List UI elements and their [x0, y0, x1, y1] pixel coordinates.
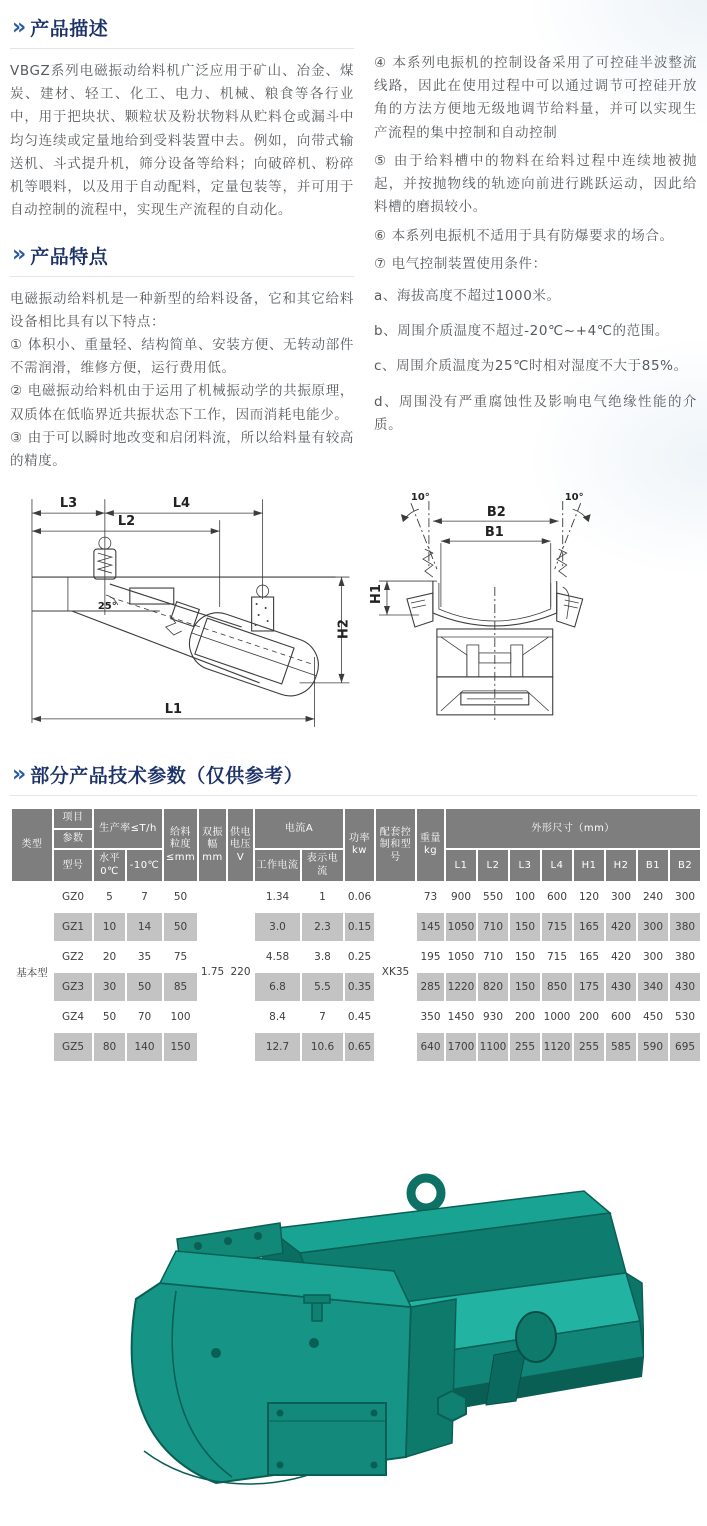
spec-cell: 585	[606, 1033, 636, 1061]
double-chevron-icon: »	[12, 761, 24, 787]
spec-cell: 300	[638, 943, 668, 971]
spec-cell: 590	[638, 1033, 668, 1061]
dim-label-angle-25: 25°	[97, 601, 117, 613]
intro-left-column	[10, 8, 354, 473]
spec-row-GZ4	[12, 1003, 700, 1031]
spec-cell: 1050	[446, 943, 476, 971]
section-header-description	[10, 8, 354, 49]
spec-cell: 3.0	[255, 913, 300, 941]
spec-cell: 1.34	[255, 883, 300, 911]
spec-cell: 550	[478, 883, 508, 911]
spec-cell: 120	[574, 883, 604, 911]
amplitude-value-cell: 1.75	[199, 883, 226, 1061]
spec-cell: 1050	[446, 913, 476, 941]
product-photo	[64, 1151, 644, 1519]
spec-cell: 200	[510, 1003, 540, 1031]
model-cell: GZ2	[54, 943, 92, 971]
spec-cell: 710	[478, 913, 508, 941]
th-dim-h1: H1	[574, 850, 604, 881]
description-title: 产品描述	[30, 18, 109, 40]
spec-cell: 75	[164, 943, 197, 971]
th-dim-l4: L4	[542, 850, 572, 881]
dim-label-b2: B2	[487, 505, 507, 521]
spec-cell: 900	[446, 883, 476, 911]
spec-cell: 50	[164, 913, 197, 941]
spec-cell: 85	[164, 973, 197, 1001]
th-model: 型号	[54, 850, 92, 881]
spec-cell: 35	[127, 943, 162, 971]
spec-cell: 70	[127, 1003, 162, 1031]
spec-cell: 715	[542, 913, 572, 941]
dim-label-l3: L3	[59, 496, 78, 512]
th-amplitude: 双振幅mm	[199, 809, 226, 881]
spec-cell: 1000	[542, 1003, 572, 1031]
th-item: 项目	[54, 809, 92, 828]
spec-cell: 140	[127, 1033, 162, 1061]
spec-row-GZ5	[12, 1033, 700, 1061]
spec-cell: 420	[606, 943, 636, 971]
description-body: VBGZ系列电磁振动给料机广泛应用于矿山、冶金、煤炭、建材、轻工、化工、电力、机械、粮食等各行业中，用于把块状、颗粒状及粉状物料从贮料仓或漏斗中均匀连续或定量地给到受料装置中去。例如，向带式输送机、斗式提升机，筛分设备等给料；向破碎机、粉碎机等喂料，以及用于自动配料，定量包装等，并可用于自动控制的流程中，实现生产流程的自动化。	[10, 63, 354, 219]
th-dimensions: 外形尺寸（mm）	[446, 809, 700, 848]
double-chevron-icon: »	[12, 14, 24, 40]
features-title: 产品特点	[30, 245, 109, 268]
spec-cell: 1700	[446, 1033, 476, 1061]
spec-cell: 0.45	[345, 1003, 374, 1031]
features-intro: 电磁振动给料机是一种新型的给料设备，它和其它给料设备相比具有以下特点：	[10, 290, 354, 330]
dimension-drawings	[10, 487, 697, 745]
spec-cell: 850	[542, 973, 572, 1001]
spec-cell: 420	[606, 913, 636, 941]
th-power: 功率kw	[345, 809, 374, 881]
spec-cell: 430	[606, 973, 636, 1001]
spec-cell: 150	[510, 973, 540, 1001]
spec-cell: 200	[574, 1003, 604, 1031]
th-productivity: 生产率≤T/h	[94, 809, 162, 848]
spec-cell: 0.06	[345, 883, 374, 911]
feature-item-2: ② 电磁振动给料机由于运用了机械振动学的共振原理，双质体在低临界近共振状态下工作，因而消耗电能少。	[10, 383, 354, 423]
spec-cell: 5.5	[302, 973, 343, 1001]
spec-cell: 255	[574, 1033, 604, 1061]
spec-cell: 50	[127, 973, 162, 1001]
th-working-current: 工作电流	[255, 850, 300, 881]
spec-table	[10, 807, 702, 1063]
spec-cell: 430	[670, 973, 700, 1001]
spec-cell: 600	[606, 1003, 636, 1031]
section-header-features	[10, 236, 354, 277]
spec-cell: 640	[417, 1033, 444, 1061]
feature-item-3: ③ 由于可以瞬时地改变和启闭料流，所以给料量有较高的精度。	[10, 429, 354, 470]
spec-cell: 100	[510, 883, 540, 911]
spec-cell: 165	[574, 943, 604, 971]
spec-cell: 100	[164, 1003, 197, 1031]
spec-row-GZ0	[12, 883, 700, 911]
th-dim-b2: B2	[670, 850, 700, 881]
spec-row-GZ3	[12, 973, 700, 1001]
spec-cell: 530	[670, 1003, 700, 1031]
lifting-ring	[411, 1178, 441, 1208]
model-cell: GZ3	[54, 973, 92, 1001]
dim-label-l2: L2	[117, 514, 136, 530]
condition-c: c、周围介质温度为25℃时相对湿度不大于85%。	[374, 358, 688, 375]
spec-cell: 255	[510, 1033, 540, 1061]
spec-cell: 3.8	[302, 943, 343, 971]
spec-cell: 0.15	[345, 913, 374, 941]
product-photo-area	[10, 1151, 697, 1519]
spec-cell: 7	[127, 883, 162, 911]
spec-cell: 165	[574, 913, 604, 941]
spec-cell: 350	[417, 1003, 444, 1031]
th-param: 参数	[54, 830, 92, 849]
spec-cell: 1100	[478, 1033, 508, 1061]
dim-label-l1: L1	[164, 702, 183, 718]
feature-item-4: ④ 本系列电振机的控制设备采用了可控硅半波整流线路，因此在使用过程中可以通过调节可控硅开放角的方法方便地无级地调节给料量，并可以实现生产流程的集中控制和自动控制	[374, 55, 697, 141]
feature-item-5: ⑤ 由于给料槽中的物料在给料过程中连续地被抛起，并按抛物线的轨迹向前进行跳跃运动，因此给料槽的磨损较小。	[374, 152, 697, 216]
model-cell: GZ1	[54, 913, 92, 941]
spec-cell: 6.8	[255, 973, 300, 1001]
spec-cell: 450	[638, 1003, 668, 1031]
th-incline: -10℃	[127, 850, 162, 881]
feature-item-6: ⑥ 本系列电振机不适用于具有防爆要求的场合。	[374, 227, 674, 244]
dimension-drawing-front-view	[367, 487, 697, 745]
spec-cell: 340	[638, 973, 668, 1001]
spec-section	[10, 755, 697, 1063]
th-indicated-current: 表示电流	[302, 850, 343, 881]
spec-cell: 1	[302, 883, 343, 911]
th-dim-l2: L2	[478, 850, 508, 881]
type-value-cell: 基本型	[12, 883, 52, 1061]
spec-cell: 50	[164, 883, 197, 911]
specs-title: 部分产品技术参数（仅供参考）	[30, 765, 304, 788]
dim-label-angle-left: 10°	[411, 492, 431, 504]
spec-cell: 2.3	[302, 913, 343, 941]
condition-a: a、海拔高度不超过1000米。	[374, 287, 561, 304]
spec-cell: 5	[94, 883, 125, 911]
spec-cell: 14	[127, 913, 162, 941]
th-dim-h2: H2	[606, 850, 636, 881]
spec-cell: 195	[417, 943, 444, 971]
spec-cell: 80	[94, 1033, 125, 1061]
spec-cell: 715	[542, 943, 572, 971]
spec-cell: 300	[638, 913, 668, 941]
spec-cell: 240	[638, 883, 668, 911]
spec-cell: 30	[94, 973, 125, 1001]
spec-cell: 1450	[446, 1003, 476, 1031]
spec-cell: 73	[417, 883, 444, 911]
spec-cell: 20	[94, 943, 125, 971]
spec-cell: 0.65	[345, 1033, 374, 1061]
th-grain-size: 给料粒度≤mm	[164, 809, 197, 881]
spec-cell: 695	[670, 1033, 700, 1061]
th-dim-l3: L3	[510, 850, 540, 881]
spec-cell: 175	[574, 973, 604, 1001]
feature-item-7: ⑦ 电气控制装置使用条件：	[374, 255, 547, 272]
spec-cell: 10	[94, 913, 125, 941]
double-chevron-icon: »	[12, 242, 24, 268]
spec-cell: 1120	[542, 1033, 572, 1061]
th-horizontal: 水平0℃	[94, 850, 125, 881]
spec-cell: 380	[670, 913, 700, 941]
control-value-cell: XK35	[376, 883, 415, 1061]
spec-row-GZ1	[12, 913, 700, 941]
spec-cell: 0.35	[345, 973, 374, 1001]
spec-cell: 285	[417, 973, 444, 1001]
spec-cell: 8.4	[255, 1003, 300, 1031]
intro-right-column	[374, 8, 697, 473]
section-header-specs	[10, 755, 697, 796]
dim-label-h2: H2	[336, 619, 352, 640]
th-dim-b1: B1	[638, 850, 668, 881]
spec-cell: 0.25	[345, 943, 374, 971]
spec-cell: 150	[510, 913, 540, 941]
model-cell: GZ5	[54, 1033, 92, 1061]
dimension-drawing-side-view	[10, 487, 361, 745]
spec-cell: 150	[510, 943, 540, 971]
spec-cell: 4.58	[255, 943, 300, 971]
th-weight: 重量kg	[417, 809, 444, 881]
intro-columns	[10, 8, 697, 473]
spec-cell: 7	[302, 1003, 343, 1031]
condition-b: b、周围介质温度不超过-20℃~+4℃的范围。	[374, 323, 669, 340]
condition-d: d、周围没有严重腐蚀性及影响电气绝缘性能的介质。	[374, 393, 697, 433]
spec-cell: 930	[478, 1003, 508, 1031]
dim-label-b1: B1	[485, 525, 505, 541]
th-dim-l1: L1	[446, 850, 476, 881]
th-voltage: 供电电压V	[228, 809, 253, 881]
spec-cell: 12.7	[255, 1033, 300, 1061]
spec-cell: 150	[164, 1033, 197, 1061]
voltage-value-cell: 220	[228, 883, 253, 1061]
spec-cell: 145	[417, 913, 444, 941]
dim-label-angle-right: 10°	[565, 492, 585, 504]
spec-cell: 710	[478, 943, 508, 971]
spec-cell: 300	[606, 883, 636, 911]
th-current: 电流A	[255, 809, 343, 848]
spec-cell: 1220	[446, 973, 476, 1001]
spec-row-GZ2	[12, 943, 700, 971]
spec-cell: 50	[94, 1003, 125, 1031]
model-cell: GZ4	[54, 1003, 92, 1031]
spec-table-body	[12, 883, 700, 1061]
feature-item-1: ① 体积小、重量轻、结构简单、安装方便、无转动部件不需润滑，维修方便，运行费用低。	[10, 336, 354, 377]
spec-cell: 600	[542, 883, 572, 911]
spec-cell: 10.6	[302, 1033, 343, 1061]
th-control-model: 配套控制和型号	[376, 809, 415, 881]
spec-cell: 380	[670, 943, 700, 971]
th-type: 类型	[12, 809, 52, 881]
spec-cell: 300	[670, 883, 700, 911]
spec-cell: 820	[478, 973, 508, 1001]
dim-label-l4: L4	[172, 496, 191, 512]
model-cell: GZ0	[54, 883, 92, 911]
dim-label-h1: H1	[369, 584, 385, 605]
